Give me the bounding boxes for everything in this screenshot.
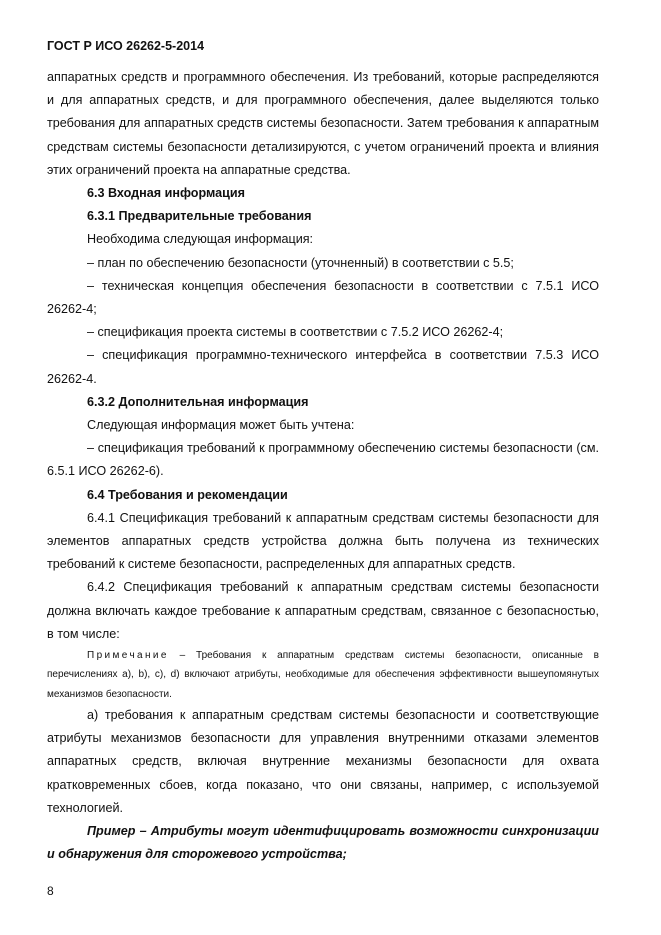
clause-6-4-1: 6.4.1 Спецификация требований к аппаратным средствам системы безопасности для элементов аппаратных средств устройства должна быть получена из технических требований к системе безопасности, распределенных для аппаратных средств. [47, 510, 599, 572]
example-paragraph: Пример – Атрибуты могут идентифицировать возможности синхронизации и обнаружения для сторожевого устройства; [47, 823, 599, 862]
list-item: – техническая концепция обеспечения безопасности в соответствии с 7.5.1 ИСО 26262-4; [47, 278, 599, 317]
note-text: – Требования к аппаратным средствам системы безопасности, описанные в перечислениях а), b), c), d) включают атрибуты, необходимые для обеспечения эффективности вышеупомянутых механизмов безопасности. [47, 650, 599, 700]
document-body [47, 66, 599, 866]
section-6-3-2-heading: 6.3.2 Дополнительная информация [87, 394, 309, 409]
page-number: 8 [47, 884, 54, 898]
document-code-header: ГОСТ Р ИСО 26262-5-2014 [47, 39, 205, 53]
intro-paragraph: аппаратных средств и программного обеспечения. Из требований, которые распределяются и для аппаратных средств, и для программного обеспечения, далее выделяются только требования для аппаратных средств системы безопасности. Затем требования к аппаратным средствам системы безопасности детализируются, с учетом ограничений проекта и влияния этих ограничений проекта на аппаратные средства. [47, 70, 599, 177]
section-6-3-1-heading: 6.3.1 Предварительные требования [87, 209, 312, 224]
clause-6-4-2: 6.4.2 Спецификация требований к аппаратным средствам системы безопасности должна включать каждое требование к аппаратным средствам, связанное с безопасностью, в том числе: [47, 580, 599, 641]
requirement-item-a: а) требования к аппаратным средствам системы безопасности и соответствующие атрибуты механизмов безопасности для управления внутренними отказами элементов аппаратных средств, включая внутренние механизмы безопасности для охвата кратковременных сбоев, когда показано, что они связаны, например, с используемой технологией. [47, 707, 599, 815]
section-6-3-heading: 6.3 Входная информация [87, 186, 246, 201]
list-item: – спецификация требований к программному обеспечению системы безопасности (см. 6.5.1 ИСО 26262-6). [47, 441, 599, 479]
list-item: – спецификация программно-технического интерфейса в соответствии 7.5.3 ИСО 26262-4. [47, 348, 599, 386]
note-paragraph [47, 646, 599, 704]
list-item: – план по обеспечению безопасности (уточненный) в соответствии с 5.5; [87, 255, 514, 270]
section-6-3-1-lead: Необходима следующая информация: [87, 232, 314, 247]
section-6-3-2-lead: Следующая информация может быть учтена: [87, 418, 355, 433]
section-6-4-heading: 6.4 Требования и рекомендации [87, 487, 288, 502]
list-item: – спецификация проекта системы в соответствии с 7.5.2 ИСО 26262-4; [87, 325, 504, 340]
note-label: Примечание [87, 650, 169, 662]
